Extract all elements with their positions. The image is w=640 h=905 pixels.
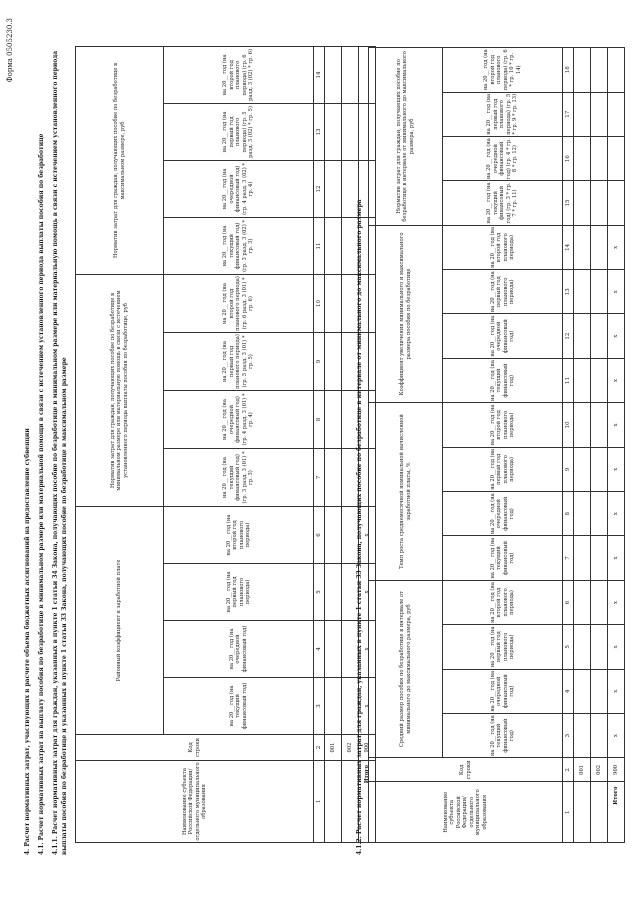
sub-header: на 20__ год (на текущий финансовый год) xyxy=(443,713,563,757)
column-number: 4 xyxy=(314,621,325,678)
x-mark: x xyxy=(608,358,625,402)
sub-header: на 20__ год (на второй год планового периода) (гр. 6 разд. 3 (02) * гр. 6) xyxy=(164,46,314,103)
column-number: 10 xyxy=(314,274,325,332)
norm-costs-table-4-1-1 xyxy=(75,46,376,843)
column-number: 12 xyxy=(563,314,574,358)
table-row xyxy=(325,46,342,842)
sub-header: на 20__ год (на первый год планового периода) xyxy=(443,625,563,669)
wage-growth-header: Темп роста среднемесячной номинальной начисленной заработной платы, % xyxy=(369,403,443,581)
column-number: 1 xyxy=(563,782,574,843)
sub-header: на 20__ год (на первый год планового периода) (гр. 5 * гр. 9 * гр. 13) xyxy=(443,92,563,136)
code-column-header: Код строки xyxy=(369,758,563,782)
subject-cell xyxy=(591,782,608,843)
subject-cell xyxy=(574,782,591,843)
x-mark: x xyxy=(608,536,625,580)
section-4-1-2-heading: 4.1.2. Расчет нормативных затрат для граждан, указанных в пункте 1 статьи 33 Закона, получающих пособие по безработице в интервале от минимального до максимального размера xyxy=(356,199,363,855)
column-number: 6 xyxy=(563,580,574,624)
x-mark: x xyxy=(359,678,376,735)
subject-column-header: Наименование субъекта Российской Федерации/отдельного муниципального образования xyxy=(369,782,563,843)
sub-header: на 20__ год (на второй год планового периода) (гр. 6 разд. 3 (01) * гр. 6) xyxy=(164,274,314,332)
x-mark: x xyxy=(608,492,625,536)
sub-header: на 20__ год (на второй год планового периода) xyxy=(164,506,314,563)
norm-interval-header: Норматив затрат для граждан, получающих пособие по безработице в интервале от минимального до максимального размера, руб xyxy=(369,48,443,226)
section-4-1-1-heading-line1: 4.1.1. Расчет нормативных затрат для граждан, указанных в пункте 1 статьи 34 Закона, получающих пособие по безработице в минимальном размере или материальную помощь в связи с истечением установленного периода xyxy=(52,50,59,855)
avg-benefit-header: Средний размер пособия по безработице в интервале от минимального до максимального размера, руб xyxy=(369,580,443,758)
x-mark: x xyxy=(608,314,625,358)
code-cell: 002 xyxy=(591,758,608,782)
increase-coefficient-header: Коэффициент увеличения минимального и максимального размера пособия по безработице xyxy=(369,225,443,403)
sub-header: на 20__ год (на первый год планового периода) (гр. 5 разд. 3 (01) * гр. 5) xyxy=(164,332,314,390)
norm-max-header: Норматив затрат для граждан, получающих пособие по безработице в максимальном размере, руб xyxy=(76,46,164,274)
sub-header: на 20__ год (на текущий финансовый год) xyxy=(443,536,563,580)
column-number: 13 xyxy=(314,103,325,160)
norm-min-header: Норматив затрат для граждан, получающих пособие по безработице в минимальном размере или материальную помощь в связи с истечением установленного периода выплаты пособия по безработице, руб xyxy=(76,274,164,506)
column-number: 11 xyxy=(563,358,574,402)
column-number: 17 xyxy=(563,92,574,136)
sub-header: на 20__ год (на очередной финансовый год) xyxy=(443,314,563,358)
sub-header: на 20__ год (на текущий финансовый год) (гр. 3 * гр. 7 * гр. 11) xyxy=(443,181,563,225)
section-4-heading: 4. Расчет нормативных затрат, участвующих в расчете объема бюджетных ассигнований на предоставление субвенции xyxy=(24,428,31,855)
section-4-1-1-heading-line2: выплаты пособия по безработице и указанных в пункте 1 статьи 33 Закона, получающих пособие по безработице в максимальном размере xyxy=(61,357,68,855)
sub-header: на 20__ год (на второй год планового периода) xyxy=(443,403,563,447)
x-mark: x xyxy=(608,713,625,757)
x-mark: x xyxy=(608,225,625,269)
x-mark: x xyxy=(359,564,376,621)
column-number: 3 xyxy=(314,678,325,735)
column-number: 12 xyxy=(314,160,325,217)
column-number: 18 xyxy=(563,48,574,93)
column-number: 8 xyxy=(563,492,574,536)
column-number: 9 xyxy=(314,332,325,390)
column-number: 2 xyxy=(563,758,574,782)
code-cell: 001 xyxy=(325,735,342,761)
form-number: Форма 0505230.3 xyxy=(6,18,14,83)
x-mark: x xyxy=(608,669,625,713)
code-cell: 002 xyxy=(342,735,359,761)
x-mark: x xyxy=(608,270,625,314)
column-number: 4 xyxy=(563,669,574,713)
x-mark: x xyxy=(608,580,625,624)
sub-header: на 20__ год (на текущий финансовый год) (гр. 3 разд. 3 (02) * гр. 3) xyxy=(164,217,314,274)
section-4-1-heading: 4.1. Расчет нормативных затрат на выплату пособия по безработице в минимальном размере или материальной помощи в связи с истечением установленного периода выплаты пособия по безработице xyxy=(38,133,45,855)
sub-header: на 20__ год (на первый год планового периода) (гр. 5 разд. 3 (02) * гр. 5) xyxy=(164,103,314,160)
total-row xyxy=(608,48,625,843)
sub-header: на 20__ год (на первый год планового периода) xyxy=(164,564,314,621)
column-numbers-row xyxy=(563,48,574,843)
total-label: Итого xyxy=(608,782,625,843)
sub-header: на 20__ год (на очередной финансовый год) (гр. 4 разд. 3 (02) * гр. 4) xyxy=(164,160,314,217)
column-number: 7 xyxy=(563,536,574,580)
column-number: 11 xyxy=(314,217,325,274)
column-number: 14 xyxy=(314,46,325,103)
district-coefficient-header: Районный коэффициент к заработной плате xyxy=(76,506,164,734)
total-label: Итого xyxy=(359,761,376,843)
column-number: 3 xyxy=(563,713,574,757)
sub-header: на 20__ год (на очередной финансовый год) (гр. 4 * гр. 8 * гр. 12) xyxy=(443,136,563,180)
code-cell: 001 xyxy=(574,758,591,782)
code-cell: 900 xyxy=(359,735,376,761)
table-row xyxy=(591,48,608,843)
column-number: 1 xyxy=(314,761,325,843)
x-mark: x xyxy=(608,625,625,669)
column-number: 9 xyxy=(563,447,574,491)
sub-header: на 20__ год (на текущий финансовый год) xyxy=(164,678,314,735)
column-number: 7 xyxy=(314,448,325,506)
sub-header: на 20__ год (на очередной финансовый год) (гр. 4 разд. 3 (01) * гр. 4) xyxy=(164,390,314,448)
sub-header: на 20__ год (на очередной финансовый год) xyxy=(164,621,314,678)
column-number: 5 xyxy=(563,625,574,669)
sub-header: на 20__ год (на очередной финансовый год) xyxy=(443,492,563,536)
column-number: 8 xyxy=(314,390,325,448)
subject-column-header: Наименование субъекта Российской Федерации/отдельного муниципального образования xyxy=(76,761,314,843)
sub-header: на 20__ год (на очередной финансовый год) xyxy=(443,669,563,713)
x-mark: x xyxy=(359,621,376,678)
column-number: 16 xyxy=(563,136,574,180)
sub-header: на 20__ год (на второй год планового периода) xyxy=(443,225,563,269)
table-row xyxy=(574,48,591,843)
sub-header: на 20__ год (на первый год планового периода) xyxy=(443,270,563,314)
norm-costs-table-4-1-2 xyxy=(368,47,625,843)
code-cell: 900 xyxy=(608,758,625,782)
column-number: 10 xyxy=(563,403,574,447)
column-numbers-row xyxy=(314,46,325,842)
subject-cell xyxy=(325,761,342,843)
x-mark: x xyxy=(359,506,376,563)
x-mark: x xyxy=(608,403,625,447)
sub-header: на 20__ год (на второй год планового периода) (гр. 6 * гр. 10 * гр. 14) xyxy=(443,48,563,93)
sub-header: на 20__ год (на текущий финансовый год) xyxy=(443,358,563,402)
column-number: 5 xyxy=(314,564,325,621)
column-number: 14 xyxy=(563,225,574,269)
sub-header: на 20__ год (на второй год планового периода) xyxy=(443,580,563,624)
column-number: 2 xyxy=(314,735,325,761)
x-mark: x xyxy=(608,447,625,491)
column-number: 13 xyxy=(563,270,574,314)
column-number: 15 xyxy=(563,181,574,225)
sub-header: на 20__ год (на первый год планового периода) xyxy=(443,447,563,491)
sub-header: на 20__ год (на текущий финансовый год) (гр. 3 разд. 3 (01) * гр. 3) xyxy=(164,448,314,506)
code-column-header: Код строки xyxy=(76,735,314,761)
column-number: 6 xyxy=(314,506,325,563)
